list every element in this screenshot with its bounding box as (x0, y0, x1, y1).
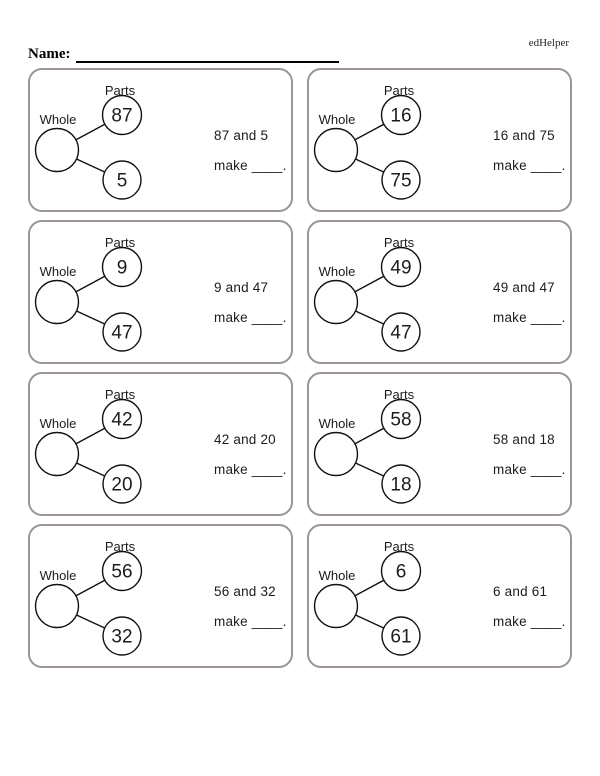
answer-prompt (493, 280, 566, 326)
answer-prompt (493, 128, 566, 174)
prompt-make-blank: make ____. (214, 158, 287, 173)
number-bond-card (307, 524, 572, 668)
prompt-addends: 58 and 18 (493, 432, 555, 447)
number-bond-card (28, 372, 293, 516)
whole-label: Whole (39, 568, 77, 583)
prompt-addends: 42 and 20 (214, 432, 276, 447)
part-value-top: 6 (395, 561, 407, 583)
answer-prompt (214, 432, 287, 478)
parts-label: Parts (383, 387, 415, 402)
whole-label: Whole (39, 112, 77, 127)
prompt-make-blank: make ____. (214, 310, 287, 325)
number-bond-diagram (30, 222, 200, 362)
part-value-top: 58 (390, 409, 412, 431)
parts-label: Parts (383, 83, 415, 98)
whole-label: Whole (39, 416, 77, 431)
whole-circle (315, 433, 358, 476)
whole-label: Whole (318, 416, 356, 431)
prompt-addends: 16 and 75 (493, 128, 555, 143)
worksheet-card-grid (28, 68, 572, 668)
parts-label: Parts (104, 539, 136, 554)
part-value-bottom: 75 (390, 170, 412, 192)
parts-label: Parts (383, 539, 415, 554)
prompt-addends: 6 and 61 (493, 584, 548, 599)
number-bond-diagram (309, 374, 479, 514)
prompt-make-blank: make ____. (493, 158, 566, 173)
number-bond-card (307, 220, 572, 364)
prompt-make-blank: make ____. (214, 614, 287, 629)
number-bond-card (307, 372, 572, 516)
whole-circle (315, 281, 358, 324)
whole-circle (36, 281, 79, 324)
whole-label: Whole (318, 112, 356, 127)
brand-logo-text: edHelper (528, 37, 569, 49)
number-bond-card (28, 68, 293, 212)
whole-label: Whole (318, 264, 356, 279)
answer-prompt (493, 432, 566, 478)
name-label: Name: (28, 46, 71, 62)
prompt-addends: 56 and 32 (214, 584, 276, 599)
answer-prompt (214, 128, 287, 174)
parts-label: Parts (104, 235, 136, 250)
part-value-top: 56 (111, 561, 133, 583)
part-value-top: 9 (116, 257, 128, 279)
prompt-addends: 9 and 47 (214, 280, 269, 295)
number-bond-diagram (30, 374, 200, 514)
parts-label: Parts (104, 83, 136, 98)
part-value-bottom: 32 (111, 626, 133, 648)
part-value-bottom: 47 (390, 322, 412, 344)
parts-label: Parts (383, 235, 415, 250)
part-value-bottom: 18 (390, 474, 412, 496)
part-value-bottom: 61 (390, 626, 412, 648)
name-row (28, 46, 339, 63)
whole-circle (36, 433, 79, 476)
prompt-addends: 49 and 47 (493, 280, 555, 295)
part-value-bottom: 5 (116, 170, 128, 192)
whole-circle (36, 129, 79, 172)
parts-label: Parts (104, 387, 136, 402)
prompt-addends: 87 and 5 (214, 128, 269, 143)
prompt-make-blank: make ____. (493, 614, 566, 629)
answer-prompt (493, 584, 566, 630)
whole-label: Whole (39, 264, 77, 279)
whole-circle (36, 585, 79, 628)
part-value-bottom: 20 (111, 474, 133, 496)
part-value-top: 42 (111, 409, 133, 431)
whole-circle (315, 129, 358, 172)
number-bond-diagram (309, 526, 479, 666)
prompt-make-blank: make ____. (493, 310, 566, 325)
number-bond-diagram (30, 70, 200, 210)
part-value-top: 87 (111, 105, 133, 127)
prompt-make-blank: make ____. (493, 462, 566, 477)
whole-label: Whole (318, 568, 356, 583)
answer-prompt (214, 280, 287, 326)
answer-prompt (214, 584, 287, 630)
part-value-bottom: 47 (111, 322, 133, 344)
number-bond-diagram (30, 526, 200, 666)
number-bond-diagram (309, 222, 479, 362)
prompt-make-blank: make ____. (214, 462, 287, 477)
number-bond-diagram (309, 70, 479, 210)
number-bond-card (307, 68, 572, 212)
whole-circle (315, 585, 358, 628)
number-bond-card (28, 524, 293, 668)
part-value-top: 16 (390, 105, 412, 127)
number-bond-card (28, 220, 293, 364)
part-value-top: 49 (390, 257, 412, 279)
name-blank-line (76, 48, 339, 63)
